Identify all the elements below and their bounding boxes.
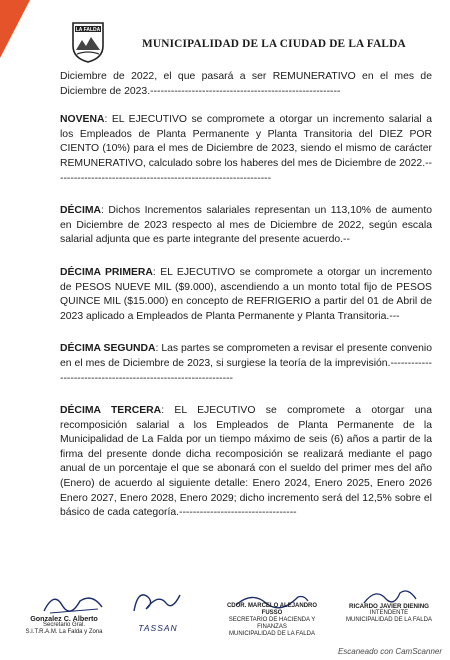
paragraph-decima-segunda: [60, 342, 432, 386]
signature-scribble-icon: [128, 585, 186, 619]
paragraph-decima-tercera: [60, 404, 432, 521]
document-body: [60, 70, 432, 539]
paragraph-continuation: [60, 70, 432, 99]
signature-fusso: [220, 603, 324, 638]
document-header: [70, 20, 438, 70]
scanner-watermark: Escaneado con CamScanner: [337, 647, 442, 656]
signature-name: Gonzalez C. Alberto: [30, 614, 98, 623]
paragraph-lead: DÉCIMA: [60, 205, 101, 217]
signature-gonzalez: [4, 615, 124, 636]
paragraph-text: : EL EJECUTIVO se compromete a otorgar una recomposición salarial a los Empleados de Planta Permanente de la Municipalidad de La Falda por un tiempo máximo de seis (6) años a partir de la firma del presente donde dicha recomposición se realizará mediante el pago anual de un porcentaje el que se abonará con el sueldo del primer mes del año (Enero) de acuerdo al siguiente detalle: Enero 2024, Enero 2025, Enero 2026 Enero 2027, Enero 2028, Enero 2029; dicho incremento será del 12,5% sobre el básico de cada categoría.----------------------------------: [60, 405, 432, 519]
signature-role: Secretario Gral.: [42, 622, 85, 628]
paragraph-text: : EL EJECUTIVO se compromete a otorgar un incremento de PESOS NUEVE MIL ($9.000), ascendiendo a un monto total fijo de PESOS QUINCE MIL ($15.000) en concepto de REFRIGERIO a partir del 01 de Abril de 2023 aplicado a Empleados de Planta Permanente y Planta Transitoria.---: [60, 266, 433, 322]
paragraph-text: : EL EJECUTIVO se compromete a otorgar un incremento salarial a los Empleados de Planta Permanente y Planta Transitoria del DIEZ POR CIENTO (10%) para el mes de Diciembre de 2023, siendo el mismo de carácter REMUNERATIVO, calculado sobre los haberes del mes de Diciembre de 2022.---------------------------------------------------------------: [60, 114, 432, 184]
page-title: MUNICIPALIDAD DE LA CIUDAD DE LA FALDA: [142, 38, 406, 50]
signature-scribble-icon: [40, 587, 110, 617]
signature-org: MUNICIPALIDAD DE LA FALDA: [346, 617, 432, 623]
logo-text: LA FALDA: [75, 27, 101, 33]
signature-org: S.I.T.R.A.M. La Falda y Zona: [25, 629, 103, 635]
paragraph-text: : Las partes se comprometen a revisar el presente convenio en el mes de Diciembre de 2023, si surgiese la teoría de la imprevisión.--------------------------------------------------------------: [60, 343, 432, 384]
signature-name: RICARDO JAVIER DIENING: [349, 603, 429, 610]
corner-decoration: [0, 0, 30, 58]
signature-tassan: [128, 625, 188, 632]
paragraph-lead: DÉCIMA SEGUNDA: [60, 343, 156, 355]
signature-role: SECRETARIO DE HACIENDA Y FINANZAS: [228, 617, 316, 630]
paragraph-text: Diciembre de 2022, el que pasará a ser REMUNERATIVO en el mes de Diciembre de 2023.-------------------------------------------------------: [60, 71, 432, 97]
paragraph-text: : Dichos Incrementos salariales representan un 113,10% de aumento en Diciembre de 2023 respecto al mes de Diciembre de 2022, según escala salarial adjunta que es parte integrante del presente acuerdo.--: [60, 205, 432, 246]
signature-name: CDOR. MARCELO ALEJANDRO FUSSO: [226, 603, 318, 616]
paragraph-lead: DÉCIMA PRIMERA: [60, 266, 153, 278]
signature-org: MUNICIPALIDAD DE LA FALDA: [229, 631, 315, 637]
municipality-logo-icon: [70, 20, 106, 64]
paragraph-novena: [60, 113, 432, 186]
signature-name: TASSAN: [138, 623, 178, 633]
paragraph-decima-primera: [60, 266, 432, 324]
paragraph-lead: NOVENA: [60, 114, 105, 126]
paragraph-decima: [60, 204, 432, 248]
signature-diening: [330, 603, 448, 624]
paragraph-lead: DÉCIMA TERCERA: [60, 405, 162, 417]
signature-role: INTENDENTE: [369, 610, 409, 616]
